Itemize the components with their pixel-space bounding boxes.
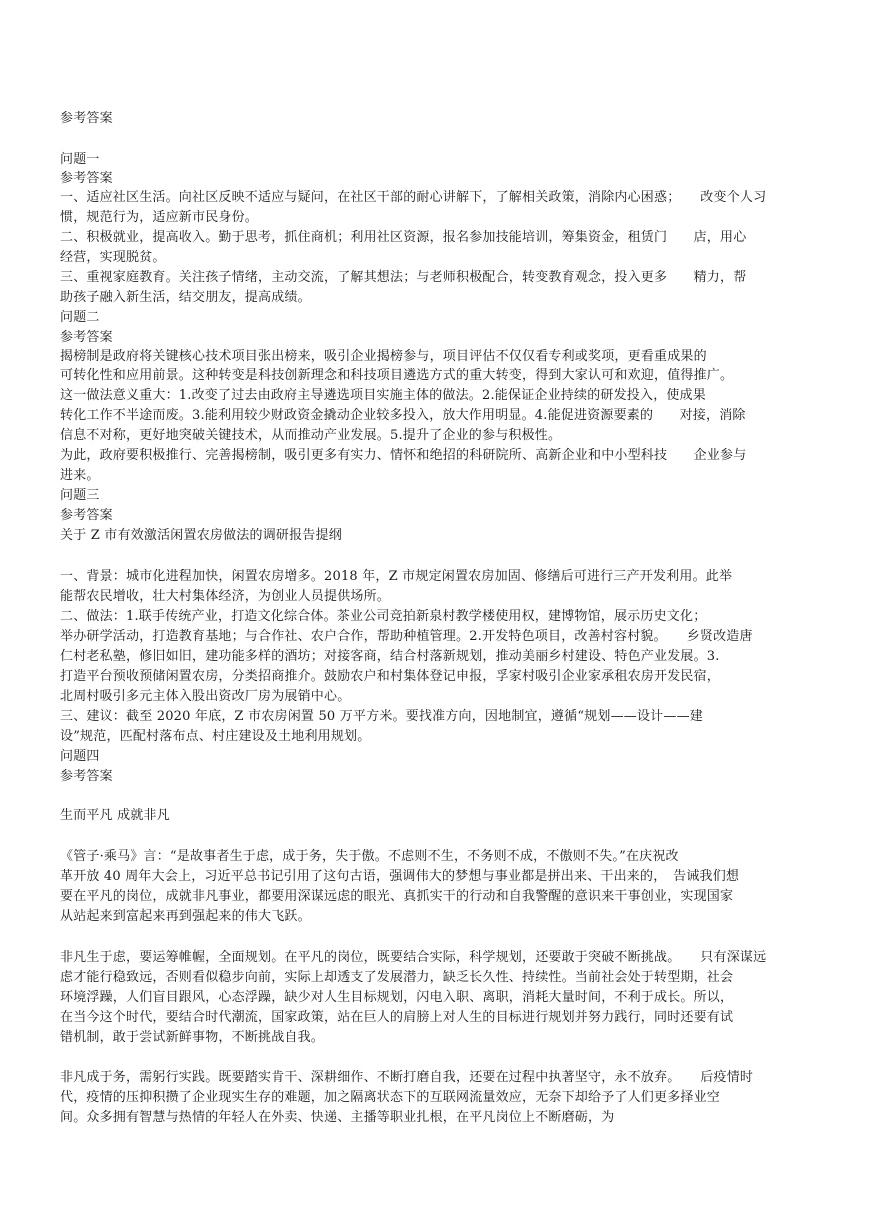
text-line: 仁村老私塾，修旧如旧，建功能多样的酒坊；对接客商，结合村落新规划，推动美丽乡村建设、特色产业发展。3. [60,649,720,664]
text-line: 惯，规范行为，适应新市民身份。 [60,210,259,225]
text-line: 打造平台预收预储闲置农房，分类招商推介。鼓励农户和村集体登记申报，孚家村吸引企业家承租农房开发民宿， [60,669,721,684]
text-line: 这一做法意义重大：1.改变了过去由政府主导遴选项目实施主体的做法。2.能保证企业持续的研发投入，使成果 [60,388,707,403]
text-line: 一、适应社区生活。向社区反映不适应与疑问，在社区干部的耐心讲解下，了解相关政策，消除内心困惑； 改变个人习 [60,190,767,205]
text-line: 要在平凡的岗位，成就非凡事业，都要用深谋远虑的眼光、真抓实干的行动和自我警醒的意识来干事创业，实现国家 [60,889,734,904]
text-line: 一、背景：城市化进程加快，闲置农房增多。2018 年，Z 市规定闲置农房加固、修缮后可进行三产开发利用。此举 [60,569,733,584]
text-line: 革开放 40 周年大会上，习近平总书记引用了这句古语，强调伟大的梦想与事业都是拼出来、干出来的， 告诫我们想 [60,869,740,884]
text-line: 三、重视家庭教育。关注孩子情绪，主动交流，了解其想法；与老师积极配合，转变教育观念，投入更多 精力，帮 [60,270,747,285]
essay-title: 生而平凡 成就非凡 [60,808,170,823]
report-title: 关于 Z 市有效激活闲置农房做法的调研报告提纲 [60,528,342,543]
text-line: 从站起来到富起来再到强起来的伟大飞跃。 [60,909,311,924]
text-line: 举办研学活动，打造教育基地；与合作社、农户合作，帮助种植管理。2.开发特色项目，改善村容村貌。 乡贤改造唐 [60,629,753,644]
text-line: 转化工作不半途而废。3.能利用较少财政资金撬动企业较多投入，放大作用明显。4.能促进资源要素的 对接，消除 [60,408,746,423]
text-line: 设”规范，匹配村落布点、村庄建设及土地利用规划。 [60,729,371,744]
section-heading: 问题三 [60,488,100,503]
text-line: 参考答案 [60,508,113,523]
section-heading: 问题四 [60,749,100,764]
text-line: 参考答案 [60,111,113,126]
text-line: 虑才能行稳致远，否则看似稳步向前，实际上却透支了发展潜力，缺乏长久性、持续性。当前社会处于转型期，社会 [60,970,734,985]
text-line: 二、做法：1.联手传统产业，打造文化综合体。茶业公司竞拍新泉村教学楼使用权，建博物馆，展示历史文化； [60,609,707,624]
text-line: 参考答案 [60,171,113,186]
text-line: 参考答案 [60,330,113,345]
text-line: 能帮农民增收，壮大村集体经济，为创业人员提供场所。 [60,589,391,604]
section-heading: 问题二 [60,310,100,325]
text-line: 经营，实现脱贫。 [60,250,166,265]
text-line: 北周村吸引多元主体入股出资改厂房为展销中心。 [60,689,351,704]
text-line: 环境浮躁，人们盲目跟风，心态浮躁，缺少对人生目标规划，闪电入职、离职，消耗大量时间，不利于成长。所以， [60,990,734,1005]
text-line: 揭榜制是政府将关键核心技术项目张出榜来，吸引企业揭榜参与，项目评估不仅仅看专利或奖项，更看重成果的 [60,349,707,364]
text-line: 二、积极就业，提高收入。勤于思考，抓住商机；利用社区资源，报名参加技能培训，筹集资金，租赁门 店，用心 [60,230,747,245]
text-line: 助孩子融入新生活，结交朋友，提高成绩。 [60,290,311,305]
text-line: 为此，政府要积极推行、完善揭榜制，吸引更多有实力、情怀和绝招的科研院所、高新企业和中小型科技 企业参与 [60,448,747,463]
text-line: 错机制，敢于尝试新鲜事物，不断挑战自我。 [60,1030,325,1045]
text-line: 代，疫情的压抑积攒了企业现实生存的难题，加之隔离状态下的互联网流量效应，无奈下却给予了人们更多择业空 [60,1090,721,1105]
text-line: 信息不对称，更好地突破关键技术，从而推动产业发展。5.提升了企业的参与积极性。 [60,428,562,443]
text-line: 《管子·乘马》言：“是故事者生于虑，成于务，失于傲。不虑则不生，不务则不成，不傲则不失。”在庆祝改 [60,849,679,864]
text-line: 非凡成于务，需躬行实践。既要踏实肯干、深耕细作、不断打磨自我，还要在过程中执著坚守，永不放弃。 后疫情时 [60,1070,754,1085]
text-line: 参考答案 [60,769,113,784]
text-line: 非凡生于虑，要运筹帷幄，全面规划。在平凡的岗位，既要结合实际，科学规划，还要敢于突破不断挑战。 只有深谋远 [60,950,767,965]
text-line: 可转化性和应用前景。这种转变是科技创新理念和科技项目遴选方式的重大转变，得到大家认可和欢迎，值得推广。 [60,368,734,383]
text-line: 三、建议：截至 2020 年底，Z 市农房闲置 50 万平方米。要找准方向，因地制宜，遵循“规划——设计——建 [60,709,703,724]
section-heading: 问题一 [60,152,100,167]
text-line: 间。众多拥有智慧与热情的年轻人在外卖、快递、主播等职业扎根，在平凡岗位上不断磨砺，为 [60,1110,615,1125]
text-line: 在当今这个时代，要结合时代潮流，国家政策，站在巨人的肩膀上对人生的目标进行规划并努力践行，同时还要有试 [60,1010,734,1025]
text-line: 进来。 [60,468,100,483]
